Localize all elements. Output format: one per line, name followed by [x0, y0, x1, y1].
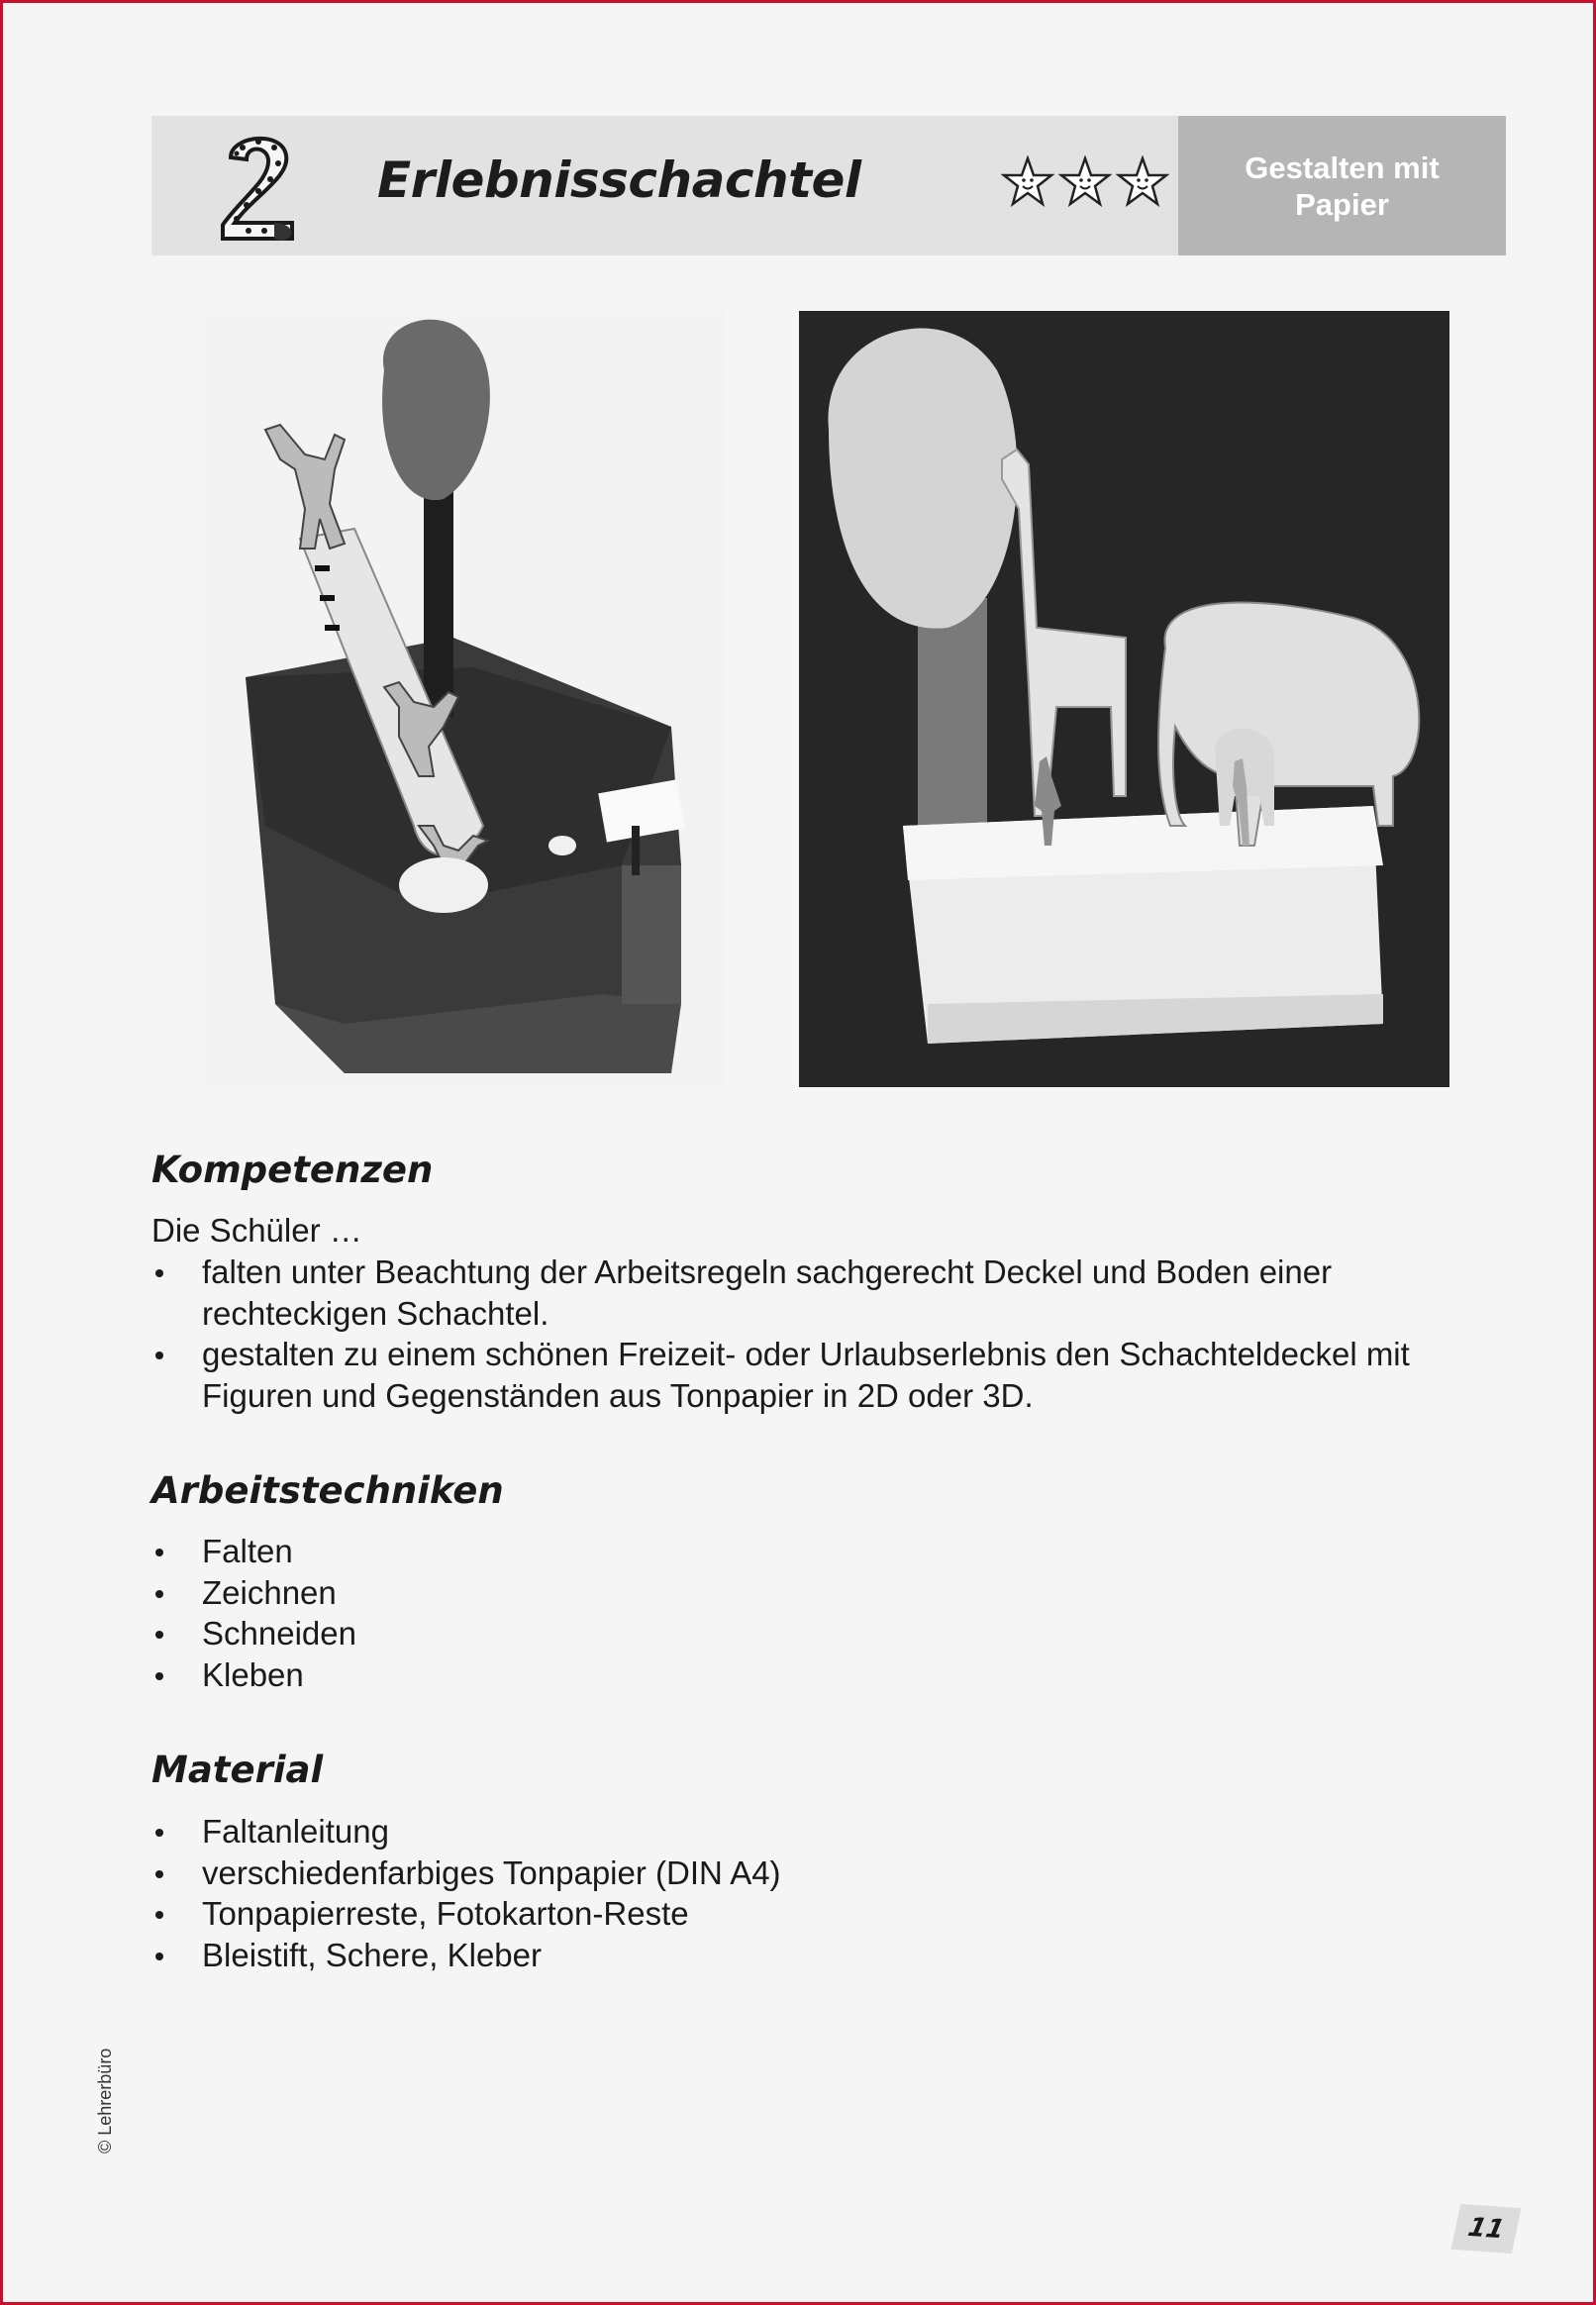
list-item: Falten [151, 1531, 1508, 1572]
list-item: Bleistift, Schere, Kleber [151, 1935, 1508, 1976]
difficulty-rating [1001, 155, 1169, 215]
list-item: Zeichnen [151, 1572, 1508, 1614]
list-item: falten unter Beachtung der Arbeitsregeln sachgerecht Deckel und Boden einer rechteckigen Schachtel. [151, 1252, 1508, 1334]
kompetenzen-list [151, 1252, 1508, 1416]
material-heading: Material [151, 1749, 324, 1791]
category-label [1178, 116, 1506, 255]
page-number-text: 11 [1464, 2212, 1508, 2246]
list-item: Schneiden [151, 1613, 1508, 1654]
arbeitstechniken-list [151, 1531, 1508, 1695]
star-icon [1116, 155, 1169, 209]
list-item: verschiedenfarbiges Tonpapier (DIN A4) [151, 1853, 1508, 1894]
star-icon [1001, 155, 1054, 209]
arbeitstechniken-heading: Arbeitstechniken [151, 1469, 504, 1512]
list-item: Kleben [151, 1654, 1508, 1696]
page-title: Erlebnisschachtel [377, 151, 861, 209]
zoo-box-photo [799, 311, 1449, 1087]
list-item: gestalten zu einem schönen Freizeit- oder Urlaubserlebnis den Schachteldeckel mit Figuren und Gegenständen aus Tonpapier in 2D oder 3D. [151, 1334, 1508, 1416]
header-band [151, 116, 1506, 255]
category-line-1: Gestalten mit [1245, 150, 1440, 185]
kompetenzen-heading: Kompetenzen [151, 1149, 434, 1191]
slide-box-photo [206, 311, 725, 1087]
material-list [151, 1811, 1508, 1975]
kompetenzen-intro: Die Schüler … [151, 1212, 362, 1249]
page-number [1451, 2204, 1522, 2254]
star-icon [1058, 155, 1112, 209]
list-item: Tonpapierreste, Fotokarton-Reste [151, 1893, 1508, 1935]
chapter-number-icon [213, 128, 302, 245]
copyright-text: © Lehrerbüro [95, 2048, 115, 2154]
category-line-2: Papier [1295, 186, 1389, 222]
list-item: Faltanleitung [151, 1811, 1508, 1853]
